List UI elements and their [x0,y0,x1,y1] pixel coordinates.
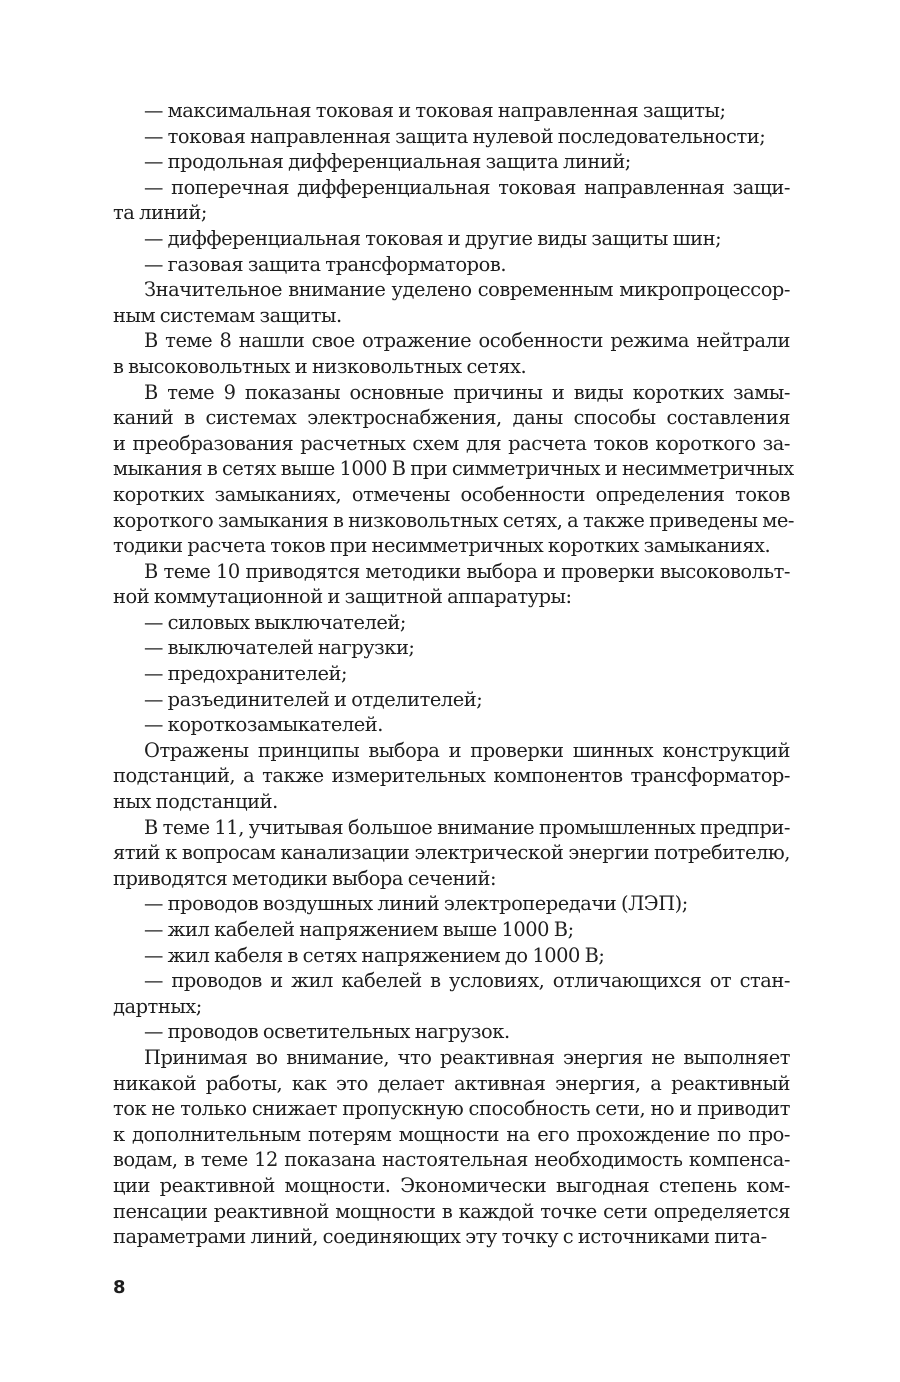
text-line: дартных; [113,994,202,1018]
text-line: — поперечная дифференциальная токовая направленная защи- [144,175,790,199]
text-line: тодики расчета токов при несимметричных коротких замыканиях. [113,534,771,558]
text-line: никакой работы, как это делает активная энергия, а реактивный [113,1071,790,1095]
text-line: ных подстанций. [113,790,278,814]
paragraph [113,815,790,892]
text-line: Отражены принципы выбора и проверки шинных конструкций [144,738,790,762]
text-line: — жил кабелей напряжением выше 1000 В; [144,918,574,941]
text-line: — токовая направленная защита нулевой последовательности; [144,124,766,148]
text-line: Значительное внимание уделено современным микропроцессор- [144,278,790,302]
text-line: — дифференциальная токовая и другие виды защиты шин; [144,226,722,250]
text-line: в высоковольтных и низковольтных сетях. [113,354,527,378]
text-line: короткого замыкания в низковольтных сетях, а также приведены ме- [113,508,794,532]
text-line: — короткозамыкателей. [144,713,383,737]
text-line: параметрами линий, соединяющих эту точку с источниками пита- [113,1225,767,1249]
text-line: ной коммутационной и защитной аппаратуры: [113,585,572,609]
paragraph [113,712,790,738]
paragraph [113,1019,790,1045]
paragraph [113,175,790,226]
paragraph [113,968,790,1019]
text-line: ции реактивной мощности. Экономически выгодная степень ком- [113,1173,790,1197]
text-line: — проводов воздушных линий электропередачи (ЛЭП); [144,892,688,916]
text-line: — проводов и жил кабелей в условиях, отличающихся от стан- [144,969,790,993]
text-line: — предохранителей; [144,662,348,686]
text-line: — проводов осветительных нагрузок. [144,1020,510,1044]
text-line: мыкания в сетях выше 1000 В при симметричных и несимметричных [113,457,794,481]
text-line: — силовых выключателей; [144,610,406,634]
paragraph [113,1045,790,1250]
paragraph [113,610,790,636]
text-line: — жил кабеля в сетях напряжением до 1000 В; [144,943,605,967]
paragraph [113,917,790,943]
paragraph [113,380,794,559]
text-line: ятий к вопросам канализации электрической энергии потребителю, [113,841,790,865]
text-line: к дополнительным потерям мощности на его прохождение по про- [113,1122,790,1146]
paragraph [113,252,790,278]
text-line: В теме 10 приводятся методики выбора и проверки высоковольт- [144,559,790,583]
text-line: Принимая во внимание, что реактивная энергия не выполняет [144,1045,790,1069]
text-line: — продольная дифференциальная защита линий; [144,150,631,174]
paragraph [113,943,790,969]
text-line: приводятся методики выбора сечений: [113,866,497,890]
text-line: каний в системах электроснабжения, даны способы составления [113,406,790,430]
text-line: ным системам защиты. [113,303,342,327]
text-line: ток не только снижает пропускную способность сети, но и приводит [113,1097,790,1121]
text-line: — газовая защита трансформаторов. [144,252,507,276]
paragraph [113,277,790,328]
text-line: пенсации реактивной мощности в каждой точке сети определяется [113,1199,790,1223]
text-line: коротких замыканиях, отмечены особенности определения токов [113,482,790,506]
paragraph [113,559,790,610]
text-line: та линий; [113,201,207,225]
paragraph [113,687,790,713]
page-body [113,98,794,1250]
text-line: — разъединителей и отделителей; [144,687,483,711]
paragraph [113,149,790,175]
text-line: водам, в теме 12 показана настоятельная необходимость компенса- [113,1148,790,1172]
paragraph [113,661,790,687]
paragraph [113,124,790,150]
text-line: подстанций, а также измерительных компонентов трансформатор- [113,764,790,788]
paragraph [113,635,790,661]
text-line: В теме 11, учитывая большое внимание промышленных предпри- [144,815,790,839]
paragraph [113,738,790,815]
text-line: и преобразования расчетных схем для расчета токов короткого за- [113,431,790,455]
page-number: 8 [113,1277,126,1298]
text-line: — выключателей нагрузки; [144,636,415,660]
paragraph [113,98,790,124]
paragraph [113,891,790,917]
paragraph [113,328,790,379]
text-line: В теме 8 нашли свое отражение особенности режима нейтрали [144,329,790,353]
paragraph [113,226,790,252]
text-line: — максимальная токовая и токовая направленная защиты; [144,99,726,122]
text-line: В теме 9 показаны основные причины и виды коротких замы- [144,380,790,404]
